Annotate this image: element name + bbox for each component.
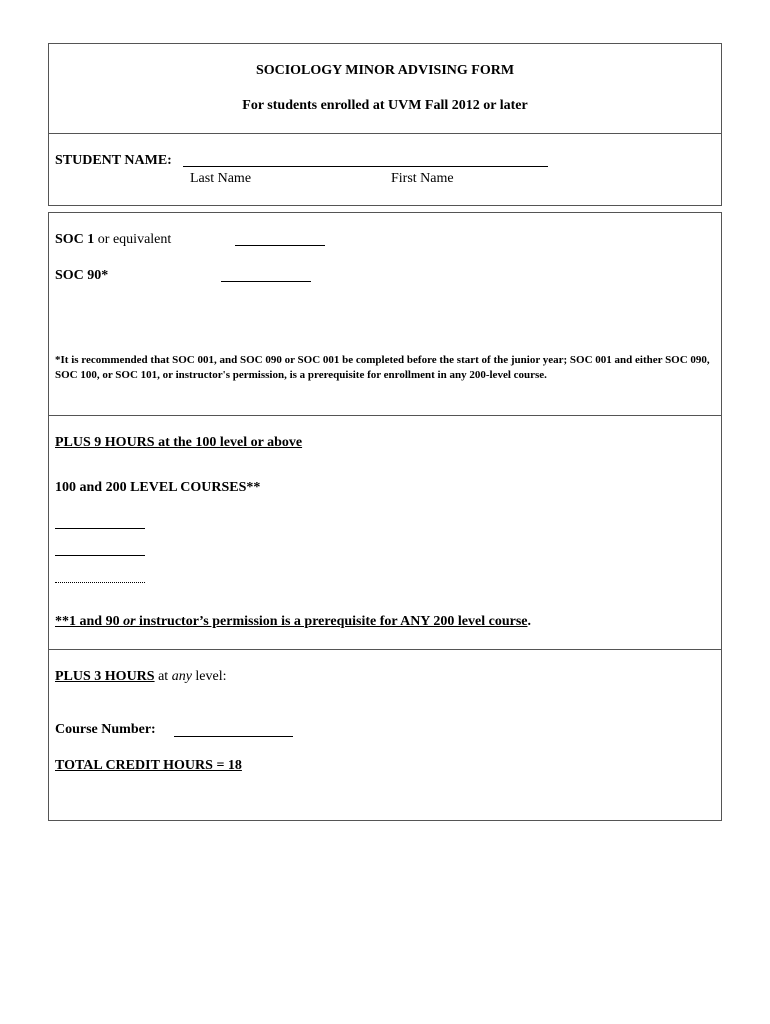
first-name-caption: First Name [391, 171, 454, 186]
section-divider-1 [48, 415, 722, 416]
plus-3-hours-heading: PLUS 3 HOURS [55, 669, 155, 684]
200-level-note [55, 614, 531, 630]
course-number-blank[interactable] [174, 736, 293, 737]
header-box [48, 43, 722, 134]
soc1-suffix: or equivalent [94, 232, 172, 247]
last-name-caption: Last Name [190, 171, 252, 186]
soc1-line [55, 232, 171, 248]
soc90-blank[interactable] [221, 281, 311, 282]
soc1-code: SOC 1 [55, 232, 95, 247]
level-courses-subheading: 100 and 200 LEVEL COURSES** [55, 480, 261, 495]
section-divider-2 [48, 649, 722, 650]
student-name-label: STUDENT NAME: [55, 153, 172, 168]
plus-3-any: any [171, 669, 192, 684]
course-blank-1[interactable] [55, 528, 145, 529]
student-name-field[interactable] [183, 166, 548, 167]
plus-3-hours-line [55, 669, 227, 685]
soc1-blank[interactable] [235, 245, 325, 246]
200-level-note-part2: instructor’s permission is a prerequisite for ANY 200 level course [135, 614, 528, 629]
soc90-label: SOC 90* [55, 268, 109, 283]
200-level-note-period: . [527, 614, 531, 629]
course-number-label: Course Number: [55, 722, 156, 737]
plus-9-hours-heading: PLUS 9 HOURS at the 100 level or above [55, 435, 303, 450]
prerequisite-note: *It is recommended that SOC 001, and SOC 090 or SOC 001 be completed before the start of the junior year; SOC 001 and either SOC 090, SOC 100, or SOC 101, or instructor's permission, is a prerequisite for enrollment in any 200-level course. [55, 354, 710, 381]
course-blank-2[interactable] [55, 555, 145, 556]
plus-3-at: at [154, 669, 172, 684]
plus-3-level: level: [191, 669, 227, 684]
student-name-box [48, 133, 722, 206]
form-title: SOCIOLOGY MINOR ADVISING FORM [255, 63, 515, 78]
200-level-note-or: or [123, 614, 136, 629]
course-blank-3[interactable] [55, 582, 145, 583]
200-level-note-part1: **1 and 90 [55, 614, 124, 629]
total-credit-hours: TOTAL CREDIT HOURS = 18 [55, 758, 242, 773]
form-subtitle: For students enrolled at UVM Fall 2012 or later [242, 98, 528, 113]
